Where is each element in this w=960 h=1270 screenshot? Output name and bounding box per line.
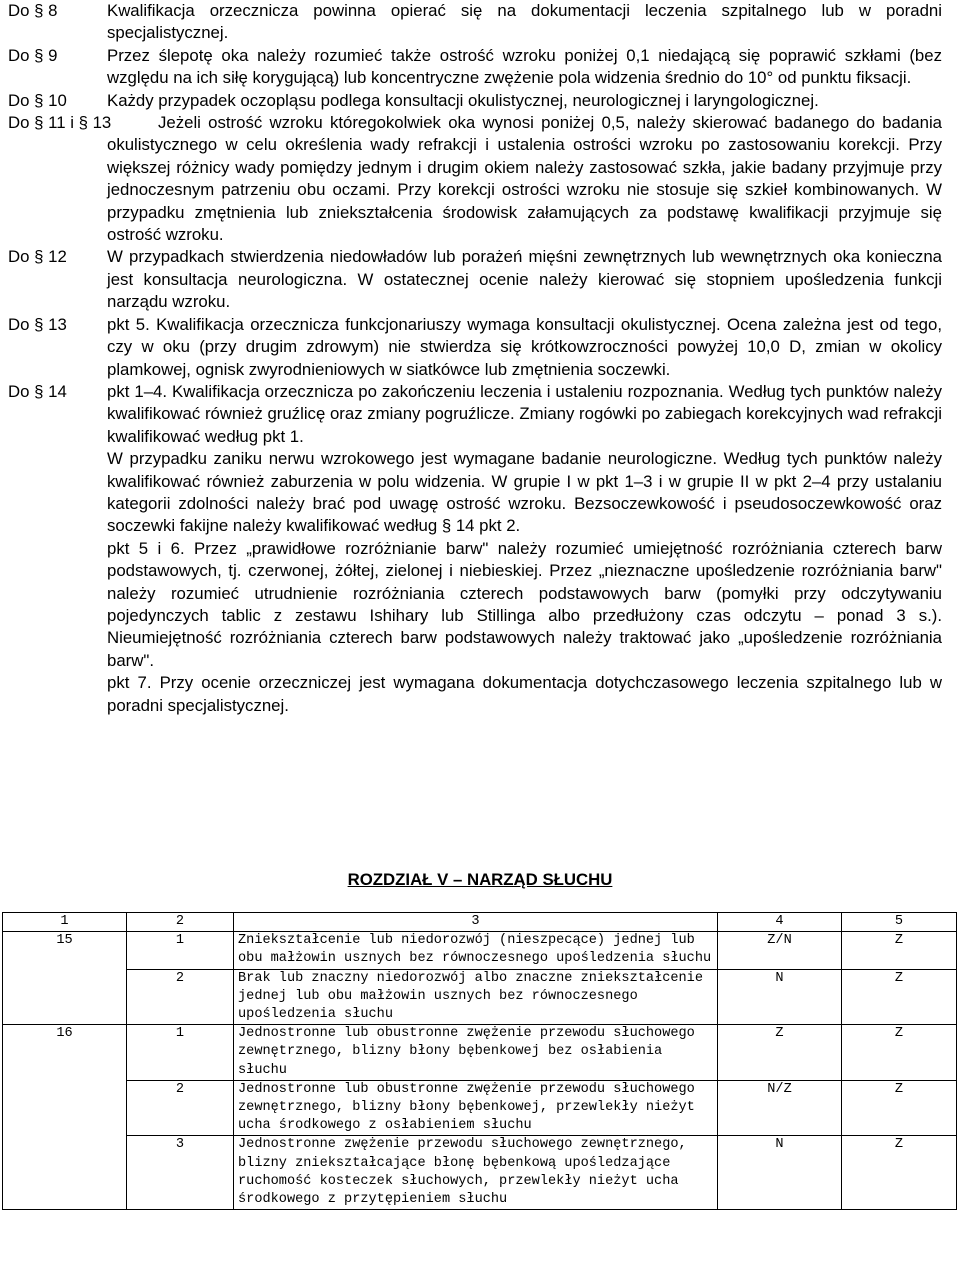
table-row xyxy=(3,969,957,1025)
note-label: Do § 9 xyxy=(8,45,58,65)
note-label: Do § 12 xyxy=(8,247,67,267)
column-header: 3 xyxy=(234,913,718,932)
note-text: Kwalifikacja orzecznicza powinna opierać się na dokumentacji leczenia szpitalnego lub w poradni specjalistycznej. xyxy=(107,1,942,43)
point-number: 2 xyxy=(127,969,234,1025)
paragraph-number: 15 xyxy=(3,932,127,1025)
condition-description: Jednostronne lub obustronne zwężenie przewodu słuchowego zewnętrznego, blizny błony bębenkowej, przewlekły nieżyt ucha środkowego z osłabieniem słuchu xyxy=(234,1080,718,1136)
note-par-9 xyxy=(8,45,942,90)
note-body xyxy=(107,246,942,313)
category-group-2: Z xyxy=(842,1025,957,1081)
section-title-text: ROZDZIAŁ V – NARZĄD SŁUCHU xyxy=(347,870,613,889)
note-body xyxy=(107,45,942,90)
note-label: Do § 8 xyxy=(8,1,58,20)
note-text: pkt 5 i 6. Przez „prawidłowe rozróżnianie barw" należy rozumieć umiejętność rozróżniania czterech barw podstawowych, tj. czerwonej, żółtej, zielonej i niebieskiej. Przez „nieznaczne upośledzenie rozróżniania barw" należy rozumieć utrudnienie rozróżniania czterech podstawowych barw (pomyłki przy odczytywaniu pojedynczych tablic z zestawu Ishihary lub Stillinga albo przedłużony czas odczytu – ponad 3 s.). Nieumiejętność rozróżniania czterech barw podstawowych należy traktować jako „upośledzenie rozróżniania barw". xyxy=(107,538,942,670)
note-label: Do § 10 xyxy=(8,90,67,110)
point-number: 2 xyxy=(127,1080,234,1136)
note-body xyxy=(107,90,942,112)
point-number: 1 xyxy=(127,932,234,969)
section-title xyxy=(0,869,960,891)
category-group-1: N/Z xyxy=(718,1080,842,1136)
note-label: Do § 13 xyxy=(8,314,67,334)
category-group-2: Z xyxy=(842,969,957,1025)
point-number: 3 xyxy=(127,1136,234,1210)
condition-description: Brak lub znaczny niedorozwój albo znaczne zniekształcenie jednej lub obu małżowin usznych bez równoczesnego upośledzenia słuchu xyxy=(234,969,718,1025)
note-body xyxy=(107,381,942,717)
paragraph-number: 16 xyxy=(3,1025,127,1210)
condition-description: Zniekształcenie lub niedorozwój (nieszpecące) jednej lub obu małżowin usznych bez równoczesnego upośledzenia słuchu xyxy=(234,932,718,969)
note-par-10 xyxy=(8,90,942,112)
table-row xyxy=(3,1025,957,1081)
note-par-12 xyxy=(8,246,942,313)
note-text: Jeżeli ostrość wzroku któregokolwiek oka wynosi poniżej 0,5, należy skierować badanego do badania okulistycznego w celu określenia wady refrakcji i ustalenia ostrości wzroku po zastosowaniu korekcji. Przy większej różnicy wady pomiędzy jednym i drugim okiem należy zastosować szkła, jakie badany przyjmuje przy jednoczesnym patrzeniu obu oczami. Przy korekcji ostrości wzroku nie stosuje się szkieł kombinowanych. W przypadku zmętnienia lub zniekształcenia środowisk załamujących za podstawę kwalifikacji przyjmuje się ostrość wzroku. xyxy=(107,113,942,245)
table-row xyxy=(3,1136,957,1210)
qualification-table xyxy=(2,912,957,1210)
note-par-11-13 xyxy=(8,112,942,246)
note-text: W przypadkach stwierdzenia niedowładów lub porażeń mięśni zewnętrznych lub wewnętrznych oka konieczna jest konsultacja neurologiczna. W ostatecznej ocenie należy kierować się stopniem upośledzenia funkcji narządu wzroku. xyxy=(107,247,942,312)
table-row xyxy=(3,932,957,969)
column-header: 4 xyxy=(718,913,842,932)
note-text: Każdy przypadek oczopląsu podlega konsultacji okulistycznej, neurologicznej i laryngologicznej. xyxy=(107,90,819,110)
note-text: Przez ślepotę oka należy rozumieć także ostrość wzroku poniżej 0,1 niedającą się poprawić szkłami (bez względu na ich siłę korygującą) lub koncentryczne zwężenie pola widzenia średnio do 10° od punktu fiksacji. xyxy=(107,45,942,88)
category-group-2: Z xyxy=(842,1136,957,1210)
table-row xyxy=(3,1080,957,1136)
condition-description: Jednostronne zwężenie przewodu słuchowego zewnętrznego, blizny zniekształcające błonę bębenkową upośledzające ruchomość kosteczek słuchowych, przewlekły nieżyt ucha środkowego z przytępieniem słuchu xyxy=(234,1136,718,1210)
note-label: Do § 14 xyxy=(8,381,67,401)
category-group-1: Z/N xyxy=(718,932,842,969)
note-text: pkt 1–4. Kwalifikacja orzecznicza po zakończeniu leczenia i ustaleniu rozpoznania. Według tych punktów należy kwalifikować również gruźlicę oraz zmiany pogruźlicze. Zmiany rogówki po zabiegach korekcyjnych wad refrakcji kwalifikować według pkt 1. xyxy=(107,381,942,446)
point-number: 1 xyxy=(127,1025,234,1081)
category-group-1: N xyxy=(718,969,842,1025)
note-text: pkt 7. Przy ocenie orzeczniczej jest wymagana dokumentacja dotychczasowego leczenia szpitalnego lub w poradni specjalistycznej. xyxy=(107,673,942,715)
note-text: W przypadku zaniku nerwu wzrokowego jest wymagane badanie neurologiczne. Według tych punktów należy kwalifikować również zaburzenia w polu widzenia. W grupie I w pkt 1–3 i w grupie II w pkt 2–4 przy ustalaniu kategorii zdolności należy brać pod uwagę ostrość wzroku. Bezsoczewkowość i pseudosoczewkowość oraz soczewki fakijne należy kwalifikować według § 14 pkt 2. xyxy=(107,449,942,536)
note-text: pkt 5. Kwalifikacja orzecznicza funkcjonariuszy wymaga konsultacji okulistycznej. Ocena zależna jest od tego, czy w oku (przy drugim zdrowym) nie stwierdza się krótkowzroczności powyżej 10,0 D, zmian w okolicy plamkowej, ognisk zwyrodnieniowych w siatkówce lub zmętnienia soczewki. xyxy=(107,314,942,379)
explanatory-notes xyxy=(8,0,942,717)
category-group-1: N xyxy=(718,1136,842,1210)
column-header: 5 xyxy=(842,913,957,932)
category-group-1: Z xyxy=(718,1025,842,1081)
note-body xyxy=(107,112,942,246)
note-label: Do § 11 i § 13 xyxy=(8,113,112,133)
column-header: 2 xyxy=(127,913,234,932)
table-header-row xyxy=(3,913,957,932)
column-header: 1 xyxy=(3,913,127,932)
note-body xyxy=(107,314,942,381)
condition-description: Jednostronne lub obustronne zwężenie przewodu słuchowego zewnętrznego, blizny błony bębenkowej bez osłabienia słuchu xyxy=(234,1025,718,1081)
note-par-13 xyxy=(8,314,942,381)
note-par-8 xyxy=(8,0,942,45)
note-par-14 xyxy=(8,381,942,717)
note-body xyxy=(107,0,942,45)
category-group-2: Z xyxy=(842,932,957,969)
category-group-2: Z xyxy=(842,1080,957,1136)
